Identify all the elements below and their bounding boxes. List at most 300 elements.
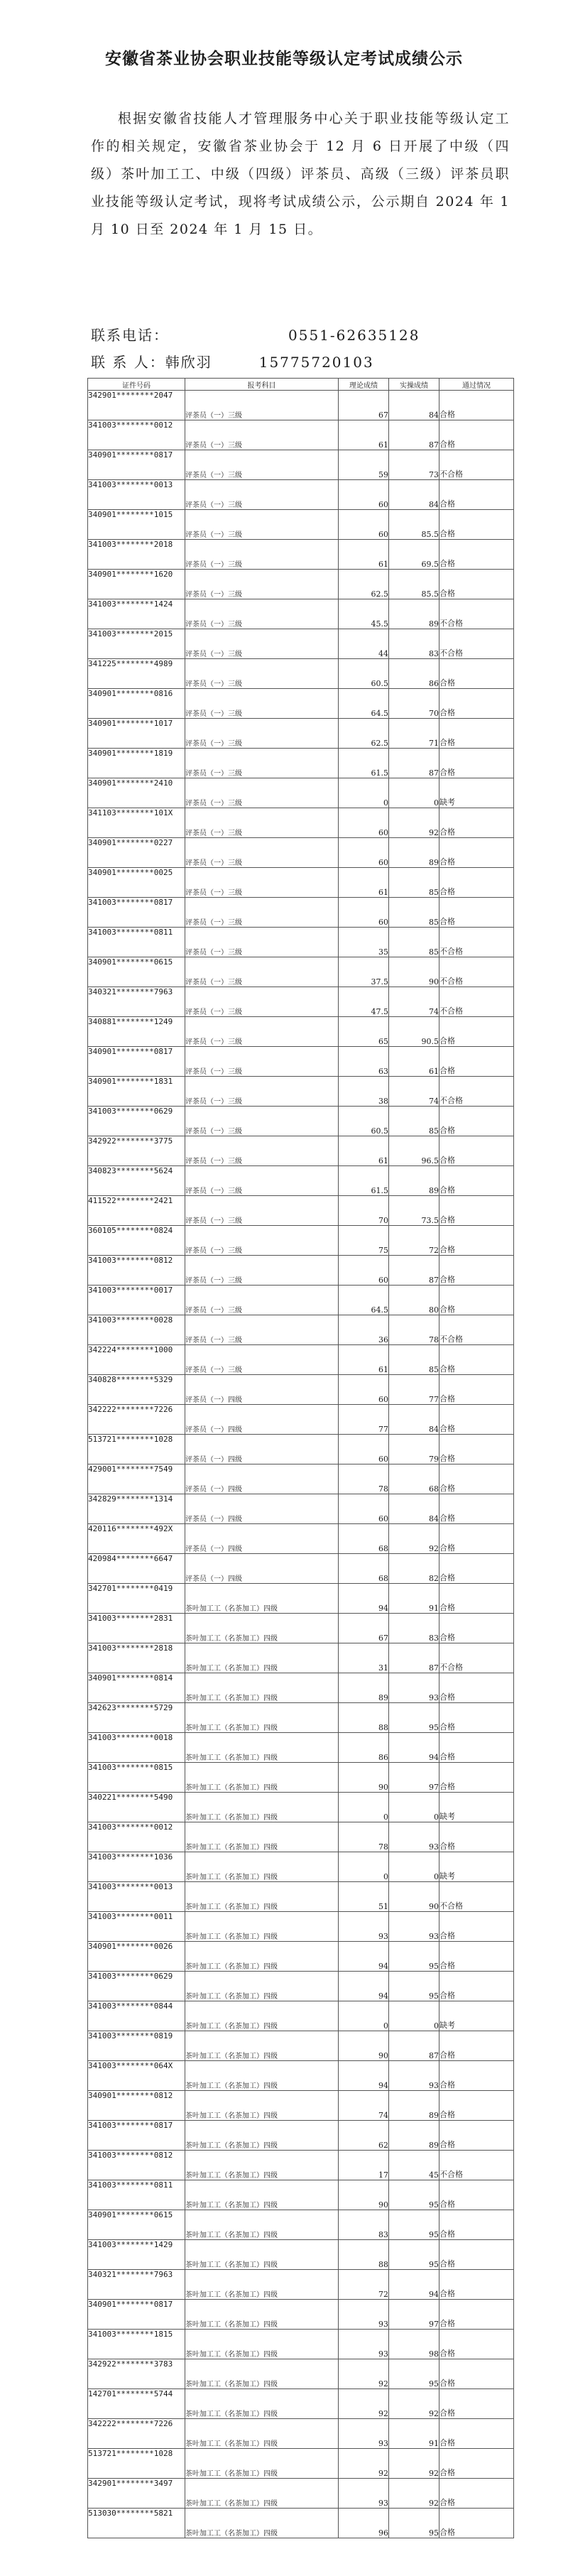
cell-practical: 97 [389,2300,439,2330]
cell-result: 合格 [439,540,514,570]
cell-result: 合格 [439,1375,514,1405]
cell-id: 342901********3497 [88,2479,185,2509]
table-row [88,2121,514,2151]
cell-result: 合格 [439,2449,514,2479]
cell-subject: 评茶员（一）三级 [185,1226,339,1256]
cell-theory: 94 [339,1942,389,1972]
cell-practical: 93 [389,1912,439,1942]
cell-subject: 评茶员（一）三级 [185,480,339,510]
cell-id: 340901********0615 [88,957,185,987]
cell-subject: 茶叶加工工（名茶加工）四级 [185,1733,339,1763]
table-row [88,2419,514,2449]
cell-result: 合格 [439,838,514,868]
cell-practical: 85.5 [389,570,439,599]
table-row [88,808,514,838]
cell-result: 合格 [439,659,514,689]
cell-theory: 93 [339,2300,389,2330]
cell-theory: 0 [339,1852,389,1882]
cell-practical: 95 [389,1703,439,1733]
cell-theory: 93 [339,2419,389,2449]
cell-subject: 评茶员（一）三级 [185,510,339,540]
cell-practical: 93 [389,1673,439,1703]
cell-theory: 68 [339,1524,389,1554]
cell-subject: 评茶员（一）四级 [185,1435,339,1464]
table-row [88,987,514,1017]
cell-theory: 62.5 [339,719,389,749]
table-row [88,1733,514,1763]
table-row [88,1345,514,1375]
cell-id: 341003********0017 [88,1286,185,1315]
cell-theory: 90 [339,2031,389,2061]
cell-id: 341003********0815 [88,1763,185,1793]
cell-practical: 84 [389,1405,439,1435]
table-row [88,778,514,808]
cell-result: 合格 [439,1614,514,1643]
cell-result: 合格 [439,1822,514,1852]
table-row [88,450,514,480]
cell-theory: 60.5 [339,1107,389,1136]
cell-theory: 88 [339,1703,389,1733]
cell-id: 341003********0819 [88,2031,185,2061]
cell-id: 411522********2421 [88,1196,185,1226]
cell-result: 合格 [439,480,514,510]
cell-id: 341003********0011 [88,1912,185,1942]
cell-id: 341003********1429 [88,2240,185,2270]
cell-id: 513721********1028 [88,1435,185,1464]
cell-id: 340221********5490 [88,1793,185,1822]
cell-theory: 61 [339,420,389,450]
cell-theory: 75 [339,1226,389,1256]
cell-id: 340901********1015 [88,510,185,540]
cell-practical: 89 [389,2091,439,2121]
cell-id: 340901********0812 [88,2091,185,2121]
cell-result: 合格 [439,2091,514,2121]
cell-id: 340901********0817 [88,450,185,480]
cell-subject: 茶叶加工工（名茶加工）四级 [185,1882,339,1912]
table-row [88,2300,514,2330]
cell-result: 合格 [439,1763,514,1793]
cell-practical: 94 [389,1733,439,1763]
cell-id: 342922********3783 [88,2359,185,2389]
cell-practical: 89 [389,1166,439,1196]
cell-practical: 0 [389,778,439,808]
cell-practical: 98 [389,2330,439,2359]
cell-practical: 82 [389,1554,439,1584]
cell-result: 不合格 [439,1643,514,1673]
cell-result: 合格 [439,1047,514,1077]
cell-result: 合格 [439,1017,514,1047]
cell-result: 合格 [439,2031,514,2061]
cell-subject: 评茶员（一）三级 [185,420,339,450]
cell-practical: 74 [389,1077,439,1107]
table-row [88,1912,514,1942]
cell-practical: 85 [389,1107,439,1136]
cell-subject: 评茶员（一）三级 [185,868,339,898]
cell-subject: 评茶员（一）四级 [185,1524,339,1554]
table-row [88,1405,514,1435]
table-row [88,1584,514,1614]
cell-theory: 63 [339,1047,389,1077]
cell-theory: 64.5 [339,1286,389,1315]
cell-subject: 评茶员（一）三级 [185,599,339,629]
cell-result: 合格 [439,2300,514,2330]
cell-theory: 70 [339,1196,389,1226]
cell-id: 340321********7963 [88,987,185,1017]
cell-practical: 90 [389,957,439,987]
cell-practical: 95 [389,2210,439,2240]
cell-result: 不合格 [439,450,514,480]
cell-theory: 90 [339,2180,389,2210]
cell-result: 合格 [439,1405,514,1435]
intro-paragraph: 根据安徽省技能人才管理服务中心关于职业技能等级认定工作的相关规定，安徽省茶业协会于 12 月 6 日开展了中级（四级）茶叶加工工、中级（四级）评茶员、高级（三级）评茶员职业技能等级认定考试，现将考试成绩公示，公示期自 2024 年 1 月 10 日至 2024 年 1 月 15 日。 [91,111,510,237]
cell-subject: 茶叶加工工（名茶加工）四级 [185,1822,339,1852]
cell-id: 341225********4989 [88,659,185,689]
cell-id: 341003********2831 [88,1614,185,1643]
cell-subject: 评茶员（一）四级 [185,1494,339,1524]
cell-id: 341003********0013 [88,480,185,510]
table-row [88,420,514,450]
table-row [88,1822,514,1852]
cell-theory: 86 [339,1733,389,1763]
cell-id: 341003********0811 [88,2180,185,2210]
cell-result: 合格 [439,2359,514,2389]
cell-subject: 评茶员（一）三级 [185,778,339,808]
cell-subject: 评茶员（一）三级 [185,749,339,778]
person-label: 联 系 人： [91,354,165,371]
table-row [88,1047,514,1077]
phone-label: 联系电话： [91,327,169,344]
cell-practical: 87 [389,420,439,450]
cell-result: 合格 [439,1435,514,1464]
cell-theory: 93 [339,2479,389,2509]
table-row [88,2240,514,2270]
cell-id: 341003********0028 [88,1315,185,1345]
table-row [88,868,514,898]
cell-theory: 51 [339,1882,389,1912]
cell-subject: 评茶员（一）四级 [185,1405,339,1435]
cell-theory: 59 [339,450,389,480]
cell-subject: 评茶员（一）三级 [185,570,339,599]
cell-subject: 茶叶加工工（名茶加工）四级 [185,2270,339,2300]
cell-practical: 90 [389,1882,439,1912]
cell-result: 缺考 [439,2001,514,2031]
table-row [88,1286,514,1315]
cell-practical: 72 [389,1226,439,1256]
cell-id: 341003********0012 [88,420,185,450]
table-row [88,629,514,659]
cell-practical: 71 [389,719,439,749]
table-row [88,1494,514,1524]
table-row [88,689,514,719]
cell-result: 合格 [439,1256,514,1286]
cell-result: 合格 [439,898,514,928]
cell-result: 合格 [439,1107,514,1136]
cell-theory: 89 [339,1673,389,1703]
table-row [88,540,514,570]
table-row [88,2509,514,2538]
person-name: 韩欣羽 [165,354,212,371]
table-row [88,1882,514,1912]
cell-id: 342901********2047 [88,391,185,420]
cell-subject: 茶叶加工工（名茶加工）四级 [185,1852,339,1882]
cell-id: 341003********0817 [88,898,185,928]
table-row [88,1136,514,1166]
cell-id: 342623********5729 [88,1703,185,1733]
cell-theory: 17 [339,2151,389,2180]
table-row [88,2061,514,2091]
cell-result: 不合格 [439,1077,514,1107]
cell-result: 不合格 [439,599,514,629]
cell-practical: 77 [389,1375,439,1405]
cell-id: 341003********1036 [88,1852,185,1882]
table-row [88,391,514,420]
cell-theory: 61 [339,1136,389,1166]
table-row [88,838,514,868]
cell-subject: 茶叶加工工（名茶加工）四级 [185,1793,339,1822]
cell-theory: 96 [339,2509,389,2538]
cell-result: 合格 [439,1524,514,1554]
cell-result: 合格 [439,2419,514,2449]
cell-practical: 92 [389,808,439,838]
cell-theory: 61 [339,868,389,898]
cell-subject: 茶叶加工工（名茶加工）四级 [185,2121,339,2151]
table-row [88,1852,514,1882]
cell-result: 合格 [439,749,514,778]
cell-subject: 评茶员（一）三级 [185,450,339,480]
cell-subject: 评茶员（一）四级 [185,1375,339,1405]
cell-subject: 评茶员（一）三级 [185,719,339,749]
cell-subject: 评茶员（一）三级 [185,1286,339,1315]
cell-practical: 87 [389,749,439,778]
cell-practical: 90.5 [389,1017,439,1047]
cell-practical: 80 [389,1286,439,1315]
cell-practical: 87 [389,1256,439,1286]
cell-result: 合格 [439,2121,514,2151]
cell-practical: 95 [389,2180,439,2210]
cell-practical: 93 [389,1822,439,1852]
cell-theory: 94 [339,1972,389,2001]
cell-theory: 67 [339,1614,389,1643]
cell-theory: 93 [339,1912,389,1942]
cell-id: 513030********5821 [88,2509,185,2538]
cell-id: 341103********101X [88,808,185,838]
cell-practical: 92 [389,2449,439,2479]
cell-theory: 67 [339,391,389,420]
cell-practical: 61 [389,1047,439,1077]
cell-id: 341003********0812 [88,1256,185,1286]
cell-theory: 64.5 [339,689,389,719]
cell-result: 合格 [439,689,514,719]
cell-id: 513721********1028 [88,2449,185,2479]
cell-subject: 茶叶加工工（名茶加工）四级 [185,2061,339,2091]
cell-practical: 95 [389,2359,439,2389]
cell-practical: 91 [389,1584,439,1614]
table-row [88,1315,514,1345]
cell-practical: 85 [389,928,439,957]
contact-phone-line [91,324,420,344]
cell-practical: 68 [389,1464,439,1494]
cell-id: 341003********0812 [88,2151,185,2180]
cell-subject: 评茶员（一）三级 [185,1047,339,1077]
cell-theory: 83 [339,2210,389,2240]
cell-result: 合格 [439,1942,514,1972]
contact-person-line [91,351,374,371]
cell-id: 142701********5744 [88,2389,185,2419]
table-row [88,2330,514,2359]
cell-practical: 73 [389,450,439,480]
cell-subject: 茶叶加工工（名茶加工）四级 [185,2509,339,2538]
table-row [88,2091,514,2121]
table-row [88,749,514,778]
cell-practical: 92 [389,2479,439,2509]
cell-practical: 45 [389,2151,439,2180]
cell-id: 341003********064X [88,2061,185,2091]
cell-theory: 74 [339,2091,389,2121]
table-row [88,2151,514,2180]
cell-id: 341003********2018 [88,540,185,570]
table-row [88,1554,514,1584]
cell-result: 合格 [439,1733,514,1763]
cell-theory: 60 [339,898,389,928]
cell-subject: 评茶员（一）三级 [185,689,339,719]
cell-id: 340901********0026 [88,1942,185,1972]
cell-result: 合格 [439,2330,514,2359]
cell-result: 合格 [439,1494,514,1524]
cell-result: 合格 [439,2061,514,2091]
cell-subject: 茶叶加工工（名茶加工）四级 [185,2001,339,2031]
cell-id: 340881********1249 [88,1017,185,1047]
cell-practical: 87 [389,2031,439,2061]
cell-id: 341003********1815 [88,2330,185,2359]
cell-id: 341003********0817 [88,2121,185,2151]
cell-result: 不合格 [439,2151,514,2180]
cell-result: 合格 [439,1136,514,1166]
cell-result: 不合格 [439,1315,514,1345]
table-row [88,1643,514,1673]
table-row [88,2479,514,2509]
cell-subject: 茶叶加工工（名茶加工）四级 [185,1643,339,1673]
cell-subject: 评茶员（一）三级 [185,1196,339,1226]
table-row [88,1614,514,1643]
mobile-number: 15775720103 [258,354,374,371]
cell-theory: 78 [339,1464,389,1494]
cell-theory: 61.5 [339,1166,389,1196]
cell-theory: 94 [339,2061,389,2091]
cell-subject: 评茶员（一）三级 [185,540,339,570]
cell-id: 341003********0012 [88,1822,185,1852]
cell-subject: 评茶员（一）三级 [185,1107,339,1136]
cell-subject: 茶叶加工工（名茶加工）四级 [185,1942,339,1972]
cell-practical: 83 [389,629,439,659]
cell-theory: 60 [339,1435,389,1464]
cell-subject: 茶叶加工工（名茶加工）四级 [185,1703,339,1733]
cell-subject: 茶叶加工工（名茶加工）四级 [185,2359,339,2389]
cell-theory: 60 [339,838,389,868]
table-row [88,2449,514,2479]
cell-id: 342222********7226 [88,2419,185,2449]
cell-theory: 92 [339,2449,389,2479]
table-row [88,719,514,749]
cell-result: 合格 [439,2509,514,2538]
cell-practical: 87 [389,1643,439,1673]
cell-subject: 评茶员（一）三级 [185,1315,339,1345]
table-row [88,570,514,599]
cell-id: 341003********0013 [88,1882,185,1912]
table-row [88,1942,514,1972]
cell-practical: 96.5 [389,1136,439,1166]
cell-result: 合格 [439,1673,514,1703]
cell-theory: 60 [339,1256,389,1286]
table-row [88,2001,514,2031]
cell-subject: 茶叶加工工（名茶加工）四级 [185,2031,339,2061]
cell-result: 合格 [439,1972,514,2001]
cell-result: 合格 [439,1286,514,1315]
cell-subject: 茶叶加工工（名茶加工）四级 [185,2479,339,2509]
cell-practical: 74 [389,987,439,1017]
cell-subject: 评茶员（一）三级 [185,838,339,868]
table-row [88,2180,514,2210]
cell-id: 360105********0824 [88,1226,185,1256]
cell-practical: 94 [389,2270,439,2300]
cell-theory: 0 [339,1793,389,1822]
cell-id: 342224********1000 [88,1345,185,1375]
cell-id: 340901********2410 [88,778,185,808]
table-row [88,1793,514,1822]
table-row [88,1673,514,1703]
cell-theory: 60 [339,808,389,838]
cell-theory: 61 [339,1345,389,1375]
header-practical: 实操成绩 [389,379,439,391]
cell-subject: 评茶员（一）三级 [185,928,339,957]
cell-id: 340828********5329 [88,1375,185,1405]
scores-table [87,378,514,2538]
cell-id: 420116********492X [88,1524,185,1554]
cell-id: 340901********1831 [88,1077,185,1107]
cell-theory: 47.5 [339,987,389,1017]
cell-subject: 评茶员（一）三级 [185,1017,339,1047]
table-row [88,1107,514,1136]
cell-theory: 60 [339,510,389,540]
cell-id: 340901********0814 [88,1673,185,1703]
cell-result: 缺考 [439,1852,514,1882]
cell-theory: 38 [339,1077,389,1107]
cell-theory: 90 [339,1763,389,1793]
cell-theory: 65 [339,1017,389,1047]
table-row [88,1196,514,1226]
cell-practical: 79 [389,1435,439,1464]
cell-theory: 35 [339,928,389,957]
cell-practical: 95 [389,1972,439,2001]
cell-practical: 89 [389,599,439,629]
cell-id: 341003********2818 [88,1643,185,1673]
table-row [88,1077,514,1107]
cell-theory: 61.5 [339,749,389,778]
table-row [88,1703,514,1733]
table-row [88,1226,514,1256]
table-row [88,1972,514,2001]
cell-subject: 茶叶加工工（名茶加工）四级 [185,1584,339,1614]
cell-practical: 85 [389,868,439,898]
table-row [88,2210,514,2240]
cell-theory: 92 [339,2389,389,2419]
cell-result: 合格 [439,719,514,749]
cell-result: 合格 [439,808,514,838]
cell-practical: 0 [389,1852,439,1882]
cell-result: 不合格 [439,957,514,987]
cell-theory: 92 [339,2359,389,2389]
cell-theory: 60.5 [339,659,389,689]
cell-theory: 93 [339,2330,389,2359]
